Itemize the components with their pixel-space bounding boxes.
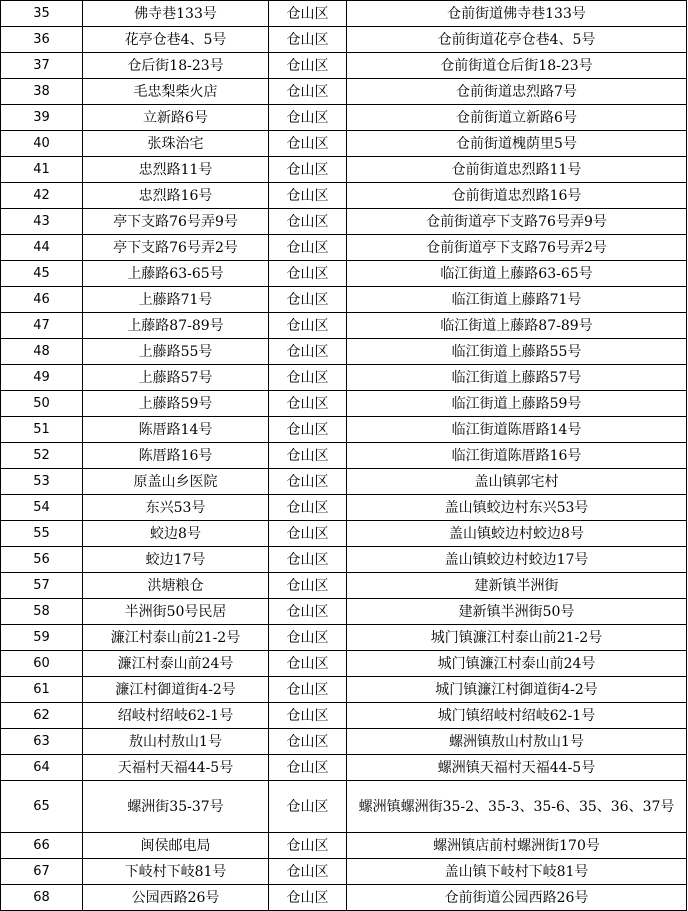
site-name: 忠烈路11号	[83, 157, 269, 183]
table-row	[1, 79, 687, 105]
site-name: 上藤路87-89号	[83, 313, 269, 339]
address: 仓前街道槐荫里5号	[347, 131, 687, 157]
site-name: 毛忠梨柴火店	[83, 79, 269, 105]
address: 螺洲镇螺洲街35-2、35-3、35-6、35、36、37号	[347, 781, 687, 833]
table-row	[1, 885, 687, 911]
table-row	[1, 209, 687, 235]
site-name: 敖山村敖山1号	[83, 729, 269, 755]
row-number: 58	[1, 599, 83, 625]
table-row	[1, 131, 687, 157]
row-number: 39	[1, 105, 83, 131]
site-name: 上藤路55号	[83, 339, 269, 365]
site-name: 上藤路71号	[83, 287, 269, 313]
district: 仓山区	[269, 131, 347, 157]
row-number: 66	[1, 833, 83, 859]
site-name: 天福村天福44-5号	[83, 755, 269, 781]
site-name: 蛟边17号	[83, 547, 269, 573]
table-row	[1, 781, 687, 833]
table-row	[1, 53, 687, 79]
table-row	[1, 495, 687, 521]
site-name: 仓后街18-23号	[83, 53, 269, 79]
row-number: 59	[1, 625, 83, 651]
site-name: 半洲街50号民居	[83, 599, 269, 625]
site-name: 螺洲街35-37号	[83, 781, 269, 833]
address: 仓前街道亭下支路76号弄9号	[347, 209, 687, 235]
row-number: 63	[1, 729, 83, 755]
row-number: 49	[1, 365, 83, 391]
address: 临江街道陈厝路14号	[347, 417, 687, 443]
row-number: 62	[1, 703, 83, 729]
address: 城门镇濂江村泰山前24号	[347, 651, 687, 677]
site-name: 亭下支路76号弄9号	[83, 209, 269, 235]
district: 仓山区	[269, 547, 347, 573]
row-number: 47	[1, 313, 83, 339]
site-name: 下岐村下岐81号	[83, 859, 269, 885]
address: 临江街道上藤路55号	[347, 339, 687, 365]
site-name: 闽侯邮电局	[83, 833, 269, 859]
district: 仓山区	[269, 339, 347, 365]
district: 仓山区	[269, 365, 347, 391]
site-name: 佛寺巷133号	[83, 1, 269, 27]
site-name: 张珠治宅	[83, 131, 269, 157]
district: 仓山区	[269, 209, 347, 235]
district: 仓山区	[269, 79, 347, 105]
district: 仓山区	[269, 313, 347, 339]
table-row	[1, 183, 687, 209]
table-row	[1, 105, 687, 131]
district: 仓山区	[269, 53, 347, 79]
row-number: 55	[1, 521, 83, 547]
row-number: 38	[1, 79, 83, 105]
district: 仓山区	[269, 27, 347, 53]
address: 仓前街道佛寺巷133号	[347, 1, 687, 27]
table-row	[1, 313, 687, 339]
row-number: 54	[1, 495, 83, 521]
district: 仓山区	[269, 1, 347, 27]
district: 仓山区	[269, 781, 347, 833]
site-name: 陈厝路16号	[83, 443, 269, 469]
address: 盖山镇郭宅村	[347, 469, 687, 495]
address: 建新镇半洲街50号	[347, 599, 687, 625]
district: 仓山区	[269, 677, 347, 703]
site-name: 绍岐村绍岐62-1号	[83, 703, 269, 729]
address: 城门镇濂江村泰山前21-2号	[347, 625, 687, 651]
table-row	[1, 833, 687, 859]
table-row	[1, 1, 687, 27]
district: 仓山区	[269, 859, 347, 885]
site-name: 上藤路59号	[83, 391, 269, 417]
row-number: 53	[1, 469, 83, 495]
district: 仓山区	[269, 261, 347, 287]
address: 城门镇绍岐村绍岐62-1号	[347, 703, 687, 729]
district: 仓山区	[269, 521, 347, 547]
table-row	[1, 287, 687, 313]
row-number: 37	[1, 53, 83, 79]
row-number: 51	[1, 417, 83, 443]
table-row	[1, 365, 687, 391]
address: 临江街道上藤路71号	[347, 287, 687, 313]
row-number: 48	[1, 339, 83, 365]
table-row	[1, 27, 687, 53]
site-name: 蛟边8号	[83, 521, 269, 547]
address: 盖山镇蛟边村东兴53号	[347, 495, 687, 521]
district: 仓山区	[269, 183, 347, 209]
site-name: 洪塘粮仓	[83, 573, 269, 599]
row-number: 41	[1, 157, 83, 183]
address: 临江街道上藤路63-65号	[347, 261, 687, 287]
row-number: 46	[1, 287, 83, 313]
table-row	[1, 547, 687, 573]
table-body	[1, 1, 687, 911]
district: 仓山区	[269, 625, 347, 651]
district: 仓山区	[269, 157, 347, 183]
address: 仓前街道公园西路26号	[347, 885, 687, 911]
table-row	[1, 573, 687, 599]
district: 仓山区	[269, 391, 347, 417]
address: 城门镇濂江村御道街4-2号	[347, 677, 687, 703]
address: 仓前街道忠烈路7号	[347, 79, 687, 105]
site-name: 濂江村泰山前24号	[83, 651, 269, 677]
district: 仓山区	[269, 651, 347, 677]
address: 螺洲镇店前村螺洲街170号	[347, 833, 687, 859]
address: 盖山镇下岐村下岐81号	[347, 859, 687, 885]
site-name: 亭下支路76号弄2号	[83, 235, 269, 261]
row-number: 56	[1, 547, 83, 573]
row-number: 36	[1, 27, 83, 53]
district: 仓山区	[269, 885, 347, 911]
row-number: 67	[1, 859, 83, 885]
table-row	[1, 625, 687, 651]
table-row	[1, 859, 687, 885]
address: 螺洲镇天福村天福44-5号	[347, 755, 687, 781]
site-name: 陈厝路14号	[83, 417, 269, 443]
district: 仓山区	[269, 417, 347, 443]
table-row	[1, 755, 687, 781]
table-row	[1, 391, 687, 417]
district: 仓山区	[269, 755, 347, 781]
address: 盖山镇蛟边村蛟边17号	[347, 547, 687, 573]
row-number: 50	[1, 391, 83, 417]
table-row	[1, 339, 687, 365]
site-name: 公园西路26号	[83, 885, 269, 911]
row-number: 35	[1, 1, 83, 27]
site-name: 立新路6号	[83, 105, 269, 131]
table-row	[1, 599, 687, 625]
district: 仓山区	[269, 599, 347, 625]
table-row	[1, 261, 687, 287]
site-name: 原盖山乡医院	[83, 469, 269, 495]
address: 仓前街道立新路6号	[347, 105, 687, 131]
address: 仓前街道忠烈路11号	[347, 157, 687, 183]
district: 仓山区	[269, 469, 347, 495]
site-name: 忠烈路16号	[83, 183, 269, 209]
row-number: 61	[1, 677, 83, 703]
address: 临江街道上藤路59号	[347, 391, 687, 417]
row-number: 60	[1, 651, 83, 677]
table-row	[1, 703, 687, 729]
row-number: 57	[1, 573, 83, 599]
district: 仓山区	[269, 703, 347, 729]
address: 临江街道上藤路57号	[347, 365, 687, 391]
table-row	[1, 235, 687, 261]
site-name: 上藤路63-65号	[83, 261, 269, 287]
site-name: 濂江村泰山前21-2号	[83, 625, 269, 651]
row-number: 65	[1, 781, 83, 833]
site-name: 东兴53号	[83, 495, 269, 521]
address: 仓前街道花亭仓巷4、5号	[347, 27, 687, 53]
district: 仓山区	[269, 495, 347, 521]
district: 仓山区	[269, 443, 347, 469]
row-number: 42	[1, 183, 83, 209]
row-number: 40	[1, 131, 83, 157]
row-number: 44	[1, 235, 83, 261]
district: 仓山区	[269, 105, 347, 131]
district: 仓山区	[269, 833, 347, 859]
table-row	[1, 443, 687, 469]
row-number: 43	[1, 209, 83, 235]
row-number: 64	[1, 755, 83, 781]
address: 仓前街道亭下支路76号弄2号	[347, 235, 687, 261]
address: 螺洲镇敖山村敖山1号	[347, 729, 687, 755]
address: 盖山镇蛟边村蛟边8号	[347, 521, 687, 547]
row-number: 45	[1, 261, 83, 287]
address: 临江街道上藤路87-89号	[347, 313, 687, 339]
district: 仓山区	[269, 235, 347, 261]
district: 仓山区	[269, 287, 347, 313]
address: 仓前街道仓后街18-23号	[347, 53, 687, 79]
table-row	[1, 677, 687, 703]
site-name: 上藤路57号	[83, 365, 269, 391]
row-number: 52	[1, 443, 83, 469]
table-row	[1, 157, 687, 183]
table-row	[1, 729, 687, 755]
table-row	[1, 521, 687, 547]
table-row	[1, 651, 687, 677]
district: 仓山区	[269, 729, 347, 755]
address: 建新镇半洲街	[347, 573, 687, 599]
site-name: 濂江村御道街4-2号	[83, 677, 269, 703]
address: 仓前街道忠烈路16号	[347, 183, 687, 209]
address: 临江街道陈厝路16号	[347, 443, 687, 469]
site-name: 花亭仓巷4、5号	[83, 27, 269, 53]
district: 仓山区	[269, 573, 347, 599]
table-row	[1, 469, 687, 495]
row-number: 68	[1, 885, 83, 911]
table-row	[1, 417, 687, 443]
